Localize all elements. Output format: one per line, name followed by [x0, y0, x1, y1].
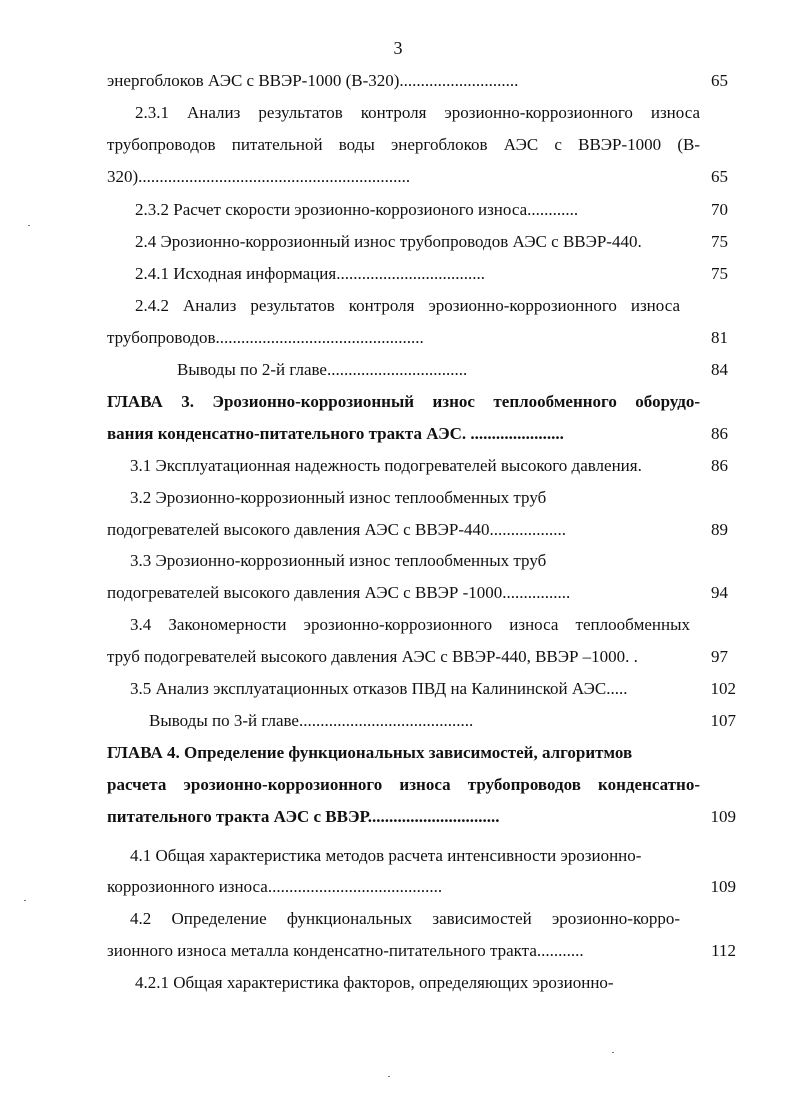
scan-speck [28, 225, 30, 226]
toc-chapter-heading: расчета эрозионно-коррозионного износа трубопроводов конденсатно- [107, 775, 700, 794]
scan-speck [388, 1076, 390, 1077]
toc-page-number: 89 [711, 520, 728, 539]
toc-line: 2.4.2 Анализ результатов контроля эрозионно-коррозионного износа [135, 296, 680, 315]
toc-chapter-heading: вания конденсатно-питательного тракта АЭС. ...................... [107, 424, 564, 443]
toc-chapter-heading: ГЛАВА 3. Эрозионно-коррозионный износ теплообменного оборудо- [107, 392, 700, 411]
toc-page-number: 97 [711, 647, 728, 666]
toc-line: 3.1 Эксплуатационная надежность подогревателей высокого давления. [130, 456, 642, 475]
toc-page-number: 65 [711, 71, 728, 90]
toc-line: 3.4 Закономерности эрозионно-коррозионного износа теплообменных [130, 615, 690, 634]
toc-line: 3.5 Анализ эксплуатационных отказов ПВД на Калининской АЭС..... [130, 679, 628, 698]
toc-line: Выводы по 2-й главе................................. [177, 360, 468, 379]
toc-page-number: 94 [711, 583, 728, 602]
toc-line: 2.4 Эрозионно-коррозионный износ трубопроводов АЭС с ВВЭР-440. [135, 232, 642, 251]
toc-line: труб подогревателей высокого давления АЭС с ВВЭР-440, ВВЭР –1000. . [107, 647, 638, 666]
toc-page-number: 81 [711, 328, 728, 347]
toc-line: 2.3.2 Расчет скорости эрозионно-коррозионого износа............ [135, 200, 579, 219]
toc-page-number: 109 [710, 877, 736, 896]
toc-page-number: 102 [710, 679, 736, 698]
toc-line: энергоблоков АЭС с ВВЭР-1000 (В-320)............................ [107, 71, 519, 90]
toc-line: Выводы по 3-й главе......................................... [149, 711, 474, 730]
toc-chapter-heading: ГЛАВА 4. Определение функциональных зависимостей, алгоритмов [107, 743, 633, 762]
toc-page-number: 107 [710, 711, 736, 730]
toc-line: 3.2 Эрозионно-коррозионный износ теплообменных труб [130, 488, 547, 507]
toc-page-number: 86 [711, 456, 728, 475]
toc-line: подогревателей высокого давления АЭС с ВВЭР-440.................. [107, 520, 566, 539]
toc-line: 2.3.1 Анализ результатов контроля эрозионно-коррозионного износа [135, 103, 700, 122]
toc-page-number: 112 [711, 941, 736, 960]
page-number: 3 [393, 38, 403, 58]
toc-line: подогревателей высокого давления АЭС с ВВЭР -1000................ [107, 583, 571, 602]
toc-line: 4.1 Общая характеристика методов расчета интенсивности эрозионно- [130, 846, 642, 865]
toc-line: коррозионного износа......................................... [107, 877, 443, 896]
toc-page-number: 86 [711, 424, 728, 443]
toc-line: зионного износа металла конденсатно-питательного тракта........... [107, 941, 584, 960]
toc-page-number: 109 [710, 807, 736, 826]
toc-line: 4.2.1 Общая характеристика факторов, определяющих эрозионно- [135, 973, 614, 992]
scan-speck [24, 900, 26, 901]
toc-page-number: 75 [711, 264, 728, 283]
toc-page-number: 75 [711, 232, 728, 251]
toc-line: трубопроводов питательной воды энергоблоков АЭС с ВВЭР-1000 (В- [107, 135, 700, 154]
toc-line: 320)................................................................ [107, 167, 411, 186]
toc-line: 4.2 Определение функциональных зависимостей эрозионно-корро- [130, 909, 680, 928]
toc-line: 3.3 Эрозионно-коррозионный износ теплообменных труб [130, 551, 547, 570]
toc-chapter-heading: питательного тракта АЭС с ВВЭР............................... [107, 807, 500, 826]
toc-line: 2.4.1 Исходная информация................................... [135, 264, 485, 283]
toc-page-number: 84 [711, 360, 728, 379]
toc-page-number: 65 [711, 167, 728, 186]
toc-line: трубопроводов................................................. [107, 328, 424, 347]
scan-speck [612, 1052, 614, 1053]
toc-page-number: 70 [711, 200, 728, 219]
